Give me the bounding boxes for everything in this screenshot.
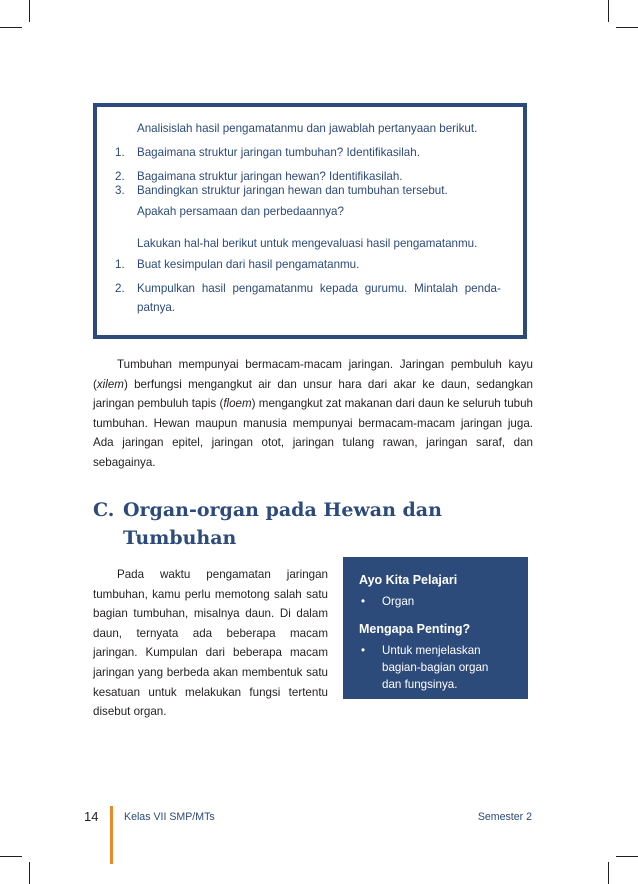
- body-paragraph: [93, 355, 533, 473]
- question-number: 3.: [115, 184, 125, 197]
- crop-mark: [29, 0, 30, 22]
- sidebox-item-text: Organ: [382, 595, 415, 608]
- question-number: 2.: [115, 170, 125, 183]
- question-number: 2.: [115, 282, 125, 295]
- paragraph-text: ) mengangkut zat makanan dari daun ke seluruh tubuh tumbuhan. Hewan maupun manusia mempunyai bermacam-macam jaringan juga. Ada jaringan epitel, jaringan otot, jaringan tulang rawan, jaringan saraf, dan sebagainya.: [93, 397, 533, 469]
- question-text: Bandingkan struktur jaringan hewan dan tumbuhan tersebut.: [137, 184, 448, 197]
- info-sidebox: [343, 557, 528, 699]
- sidebox-title-1: Ayo Kita Pelajari: [359, 573, 458, 587]
- question-text: Buat kesimpulan dari hasil pengamatanmu.: [137, 258, 360, 271]
- sidebox-list-item: [359, 593, 514, 610]
- paragraph-text: Tumbuhan mempunyai bermacam-macam jaringan. Jaringan pembuluh kayu (: [93, 358, 533, 391]
- bullet-icon: •: [361, 644, 366, 657]
- sidebox-item-text: Untuk menjelaskan bagian-bagian organ dan fungsinya.: [382, 644, 489, 691]
- box-intro-2: Lakukan hal-hal berikut untuk mengevaluasi hasil pengamatanmu.: [137, 237, 478, 250]
- crop-mark: [616, 27, 638, 28]
- crop-mark: [608, 0, 609, 22]
- section-title-line-1: Organ-organ pada Hewan dan: [123, 499, 442, 521]
- page-number: 14: [84, 809, 99, 824]
- question-text: Bagaimana struktur jaringan tumbuhan? Identifikasilah.: [137, 146, 420, 159]
- crop-mark: [0, 856, 22, 857]
- footer-accent-bar: [110, 806, 113, 864]
- crop-mark: [608, 862, 609, 884]
- paragraph-italic-term: xilem: [96, 377, 124, 391]
- section-body: [93, 565, 328, 722]
- sidebox-list-item: [359, 642, 502, 693]
- paragraph-italic-term: floem: [223, 397, 252, 411]
- section-title-line-2: Tumbuhan: [123, 527, 237, 549]
- crop-mark: [616, 856, 638, 857]
- crop-mark: [29, 862, 30, 884]
- section-body-text: Pada waktu pengamatan jaringan tumbuhan, kamu perlu memotong salah satu bagian tumbuhan, misalnya daun. Di dalam daun, ternyata ada beberapa macam jaringan. Kumpulan dari beberapa macam jaringan yang berbeda akan membentuk satu kesatuan untuk melakukan fungsi tertentu disebut organ.: [93, 568, 328, 719]
- question-text: Kumpulkan hasil pengamatanmu kepada gurumu. Mintalah penda-: [137, 282, 501, 295]
- question-number: 1.: [115, 146, 125, 159]
- question-number: 1.: [115, 258, 125, 271]
- paragraph-text: ) berfungsi mengangkut air dan unsur hara dari akar ke daun, sedangkan jaringan pembuluh tapis (: [93, 377, 533, 411]
- section-letter: C.: [93, 499, 115, 521]
- question-text-continued: Apakah persamaan dan perbedaannya?: [137, 205, 344, 218]
- footer-semester: Semester 2: [477, 811, 532, 823]
- crop-mark: [0, 27, 22, 28]
- section-heading: [93, 496, 473, 552]
- bullet-icon: •: [361, 595, 366, 608]
- question-text: Bagaimana struktur jaringan hewan? Identifikasilah.: [137, 170, 403, 183]
- footer-book-title: Kelas VII SMP/MTs: [124, 811, 215, 823]
- box-intro-1: Analisislah hasil pengamatanmu dan jawablah pertanyaan berikut.: [137, 122, 478, 135]
- question-text-continued: patnya.: [137, 301, 176, 314]
- sidebox-title-2: Mengapa Penting?: [359, 622, 471, 636]
